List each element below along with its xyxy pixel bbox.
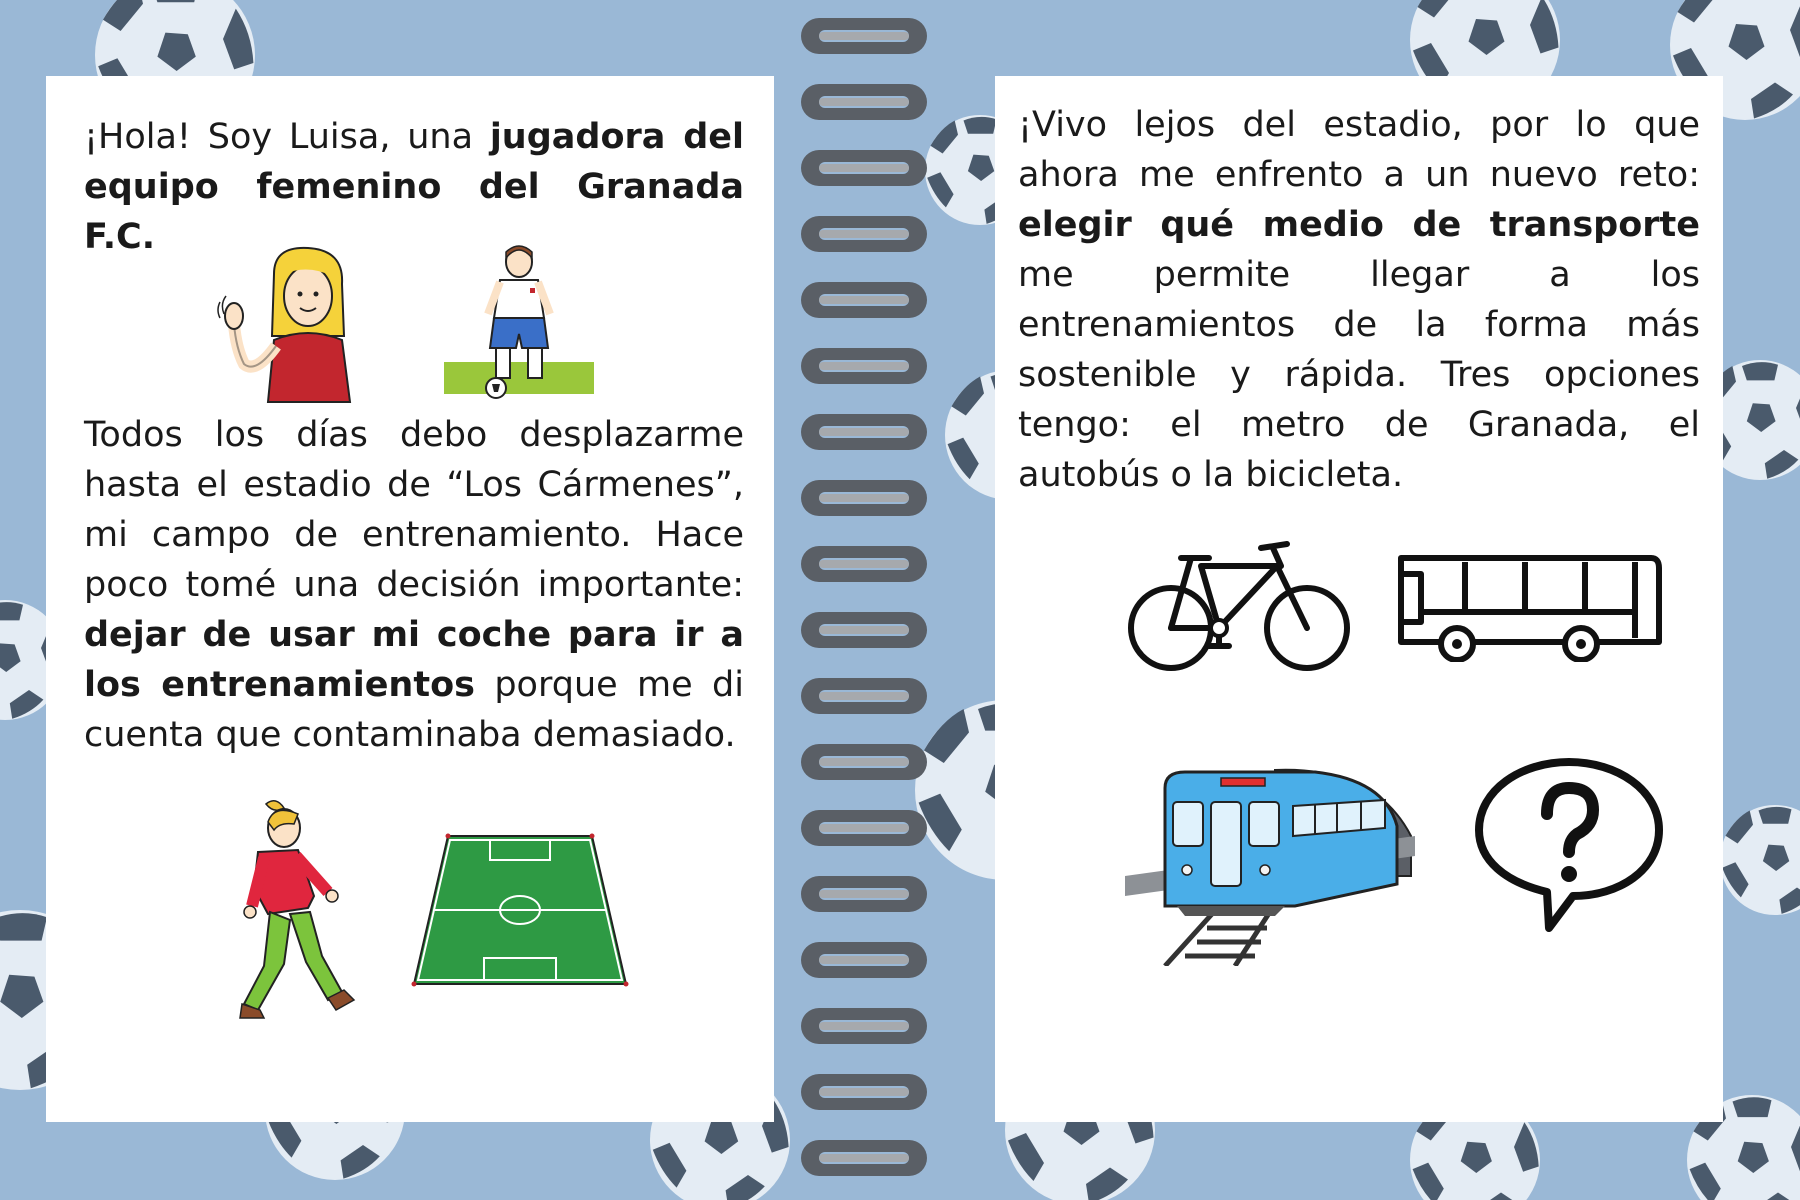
spiral-ring — [801, 1140, 927, 1176]
metro-train-icon — [1125, 766, 1415, 966]
transport-bold-text: elegir qué medio de transporte — [1018, 205, 1700, 245]
spiral-ring — [801, 1008, 927, 1044]
story-text: Todos los días debo desplazarme hasta el estadio de “Los Cármenes”, mi campo de entrenamiento. Hace poco tomé una decisión importante: — [84, 415, 744, 605]
spiral-binding — [789, 0, 939, 1200]
spiral-ring — [801, 810, 927, 846]
story-paragraph — [84, 410, 744, 760]
transport-text-end: me permite llegar a los entrenamientos de la forma más sostenible y rápida. Tres opciones tengo: el metro de Granada, el autobús o la bicicleta. — [1018, 255, 1700, 495]
football-player-icon — [444, 244, 594, 404]
spiral-ring — [801, 546, 927, 582]
spiral-ring — [801, 876, 927, 912]
intro-text: ¡Hola! Soy Luisa, una — [84, 117, 490, 157]
spiral-ring — [801, 942, 927, 978]
spiral-ring — [801, 744, 927, 780]
transport-paragraph — [1018, 100, 1700, 500]
intro-paragraph — [84, 112, 744, 262]
waving-girl-icon — [216, 244, 366, 404]
intro-bold-text: jugadora del equipo femenino del Granada F.C. — [84, 117, 744, 257]
spiral-ring — [801, 612, 927, 648]
bicycle-icon — [1125, 536, 1355, 676]
spiral-ring — [801, 216, 927, 252]
story-bold-text: dejar de usar mi coche para ir a los entrenamientos — [84, 615, 744, 705]
walking-woman-icon — [224, 796, 364, 1026]
transport-text: ¡Vivo lejos del estadio, por lo que ahora me enfrento a un nuevo reto: — [1018, 105, 1700, 195]
football-pitch-icon — [410, 832, 630, 992]
bus-icon — [1395, 552, 1665, 662]
right-page — [995, 76, 1723, 1122]
spiral-ring — [801, 84, 927, 120]
spiral-ring — [801, 150, 927, 186]
spiral-ring — [801, 282, 927, 318]
spiral-ring — [801, 414, 927, 450]
spiral-ring — [801, 1074, 927, 1110]
spiral-ring — [801, 348, 927, 384]
story-text-end: porque me di cuenta que contaminaba demasiado. — [84, 665, 744, 755]
spiral-ring — [801, 678, 927, 714]
spiral-ring — [801, 18, 927, 54]
question-speech-bubble-icon — [1469, 752, 1669, 932]
spiral-ring — [801, 480, 927, 516]
left-page — [46, 76, 774, 1122]
